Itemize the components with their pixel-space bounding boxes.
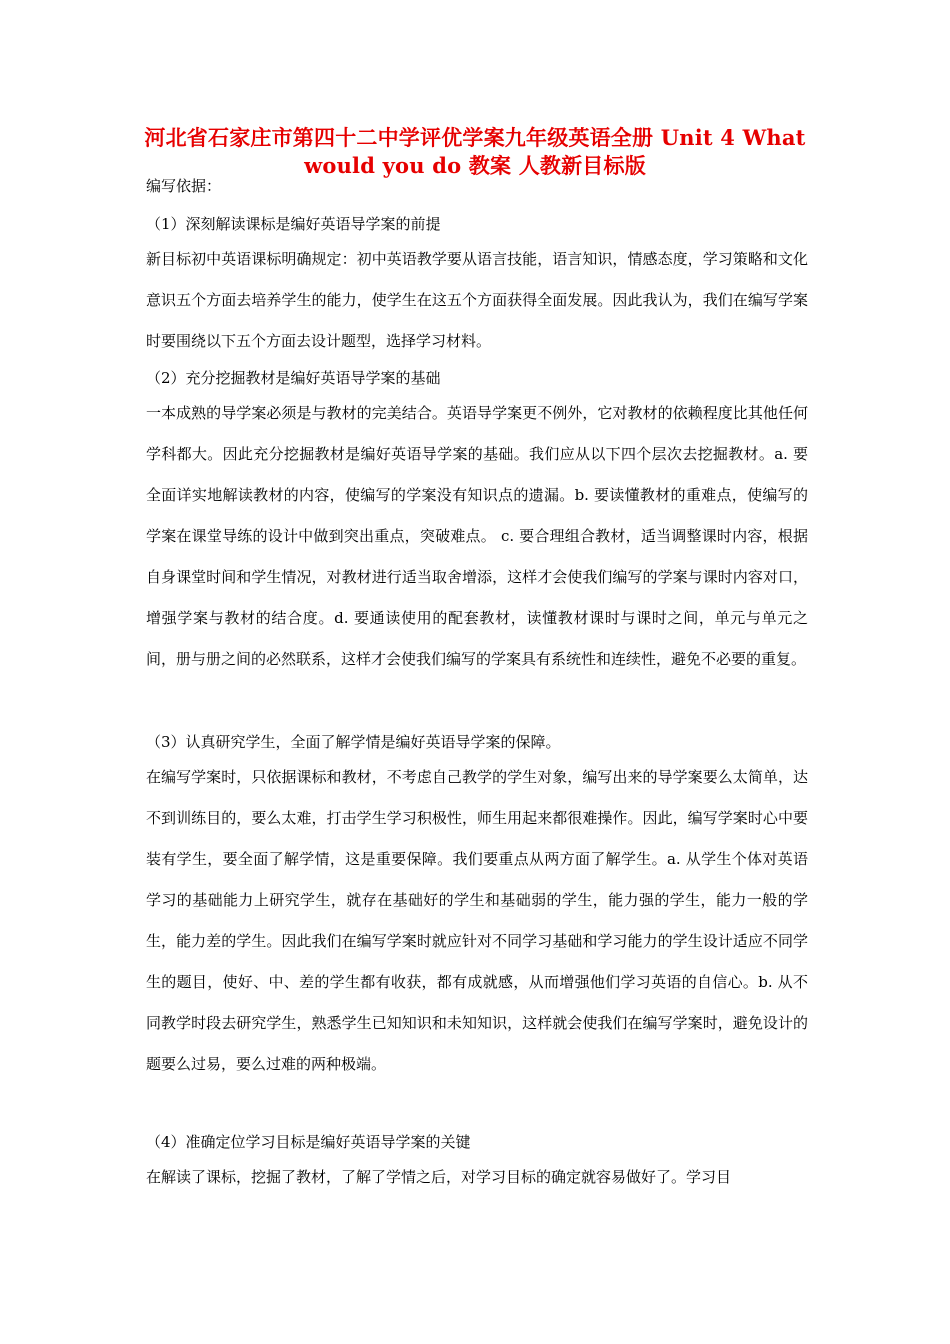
document-title: 河北省石家庄市第四十二中学评优学案九年级英语全册 Unit 4 What would you do 教案 人教新目标版 bbox=[144, 125, 806, 178]
section-paragraph-1: 新目标初中英语课标明确规定：初中英语教学要从语言技能，语言知识，情感态度，学习策略和文化意识五个方面去培养学生的能力，使学生在这五个方面获得全面发展。因此我认为，我们在编写学案时要围绕以下五个方面去设计题型，选择学习材料。 bbox=[146, 250, 808, 350]
intro-label: 编写依据： bbox=[146, 177, 222, 195]
section-heading-4: （4）准确定位学习目标是编好英语导学案的关键 bbox=[146, 1133, 471, 1151]
section-paragraph-3: 在编写学案时，只依据课标和教材，不考虑自己教学的学生对象，编写出来的导学案要么太简单，达不到训练目的，要么太难，打击学生学习积极性，师生用起来都很难操作。因此，编写学案时心中要装有学生，要全面了解学情，这是重要保障。我们要重点从两方面了解学生。a. 从学生个体对英语学习的基础能力上研究学生，就存在基础好的学生和基础弱的学生，能力强的学生，能力一般的学生，能力差的学生。因此我们在编写学案时就应针对不同学习基础和学习能力的学生设计适应不同学生的题目，使好、中、差的学生都有收获，都有成就感，从而增强他们学习英语的自信心。b. 从不同教学时段去研究学生，熟悉学生已知知识和未知知识，这样就会使我们在编写学案时，避免设计的题要么过易，要么过难的两种极端。 bbox=[146, 768, 808, 1073]
section-heading-2: （2）充分挖掘教材是编好英语导学案的基础 bbox=[146, 369, 441, 387]
section-heading-1: （1）深刻解读课标是编好英语导学案的前提 bbox=[146, 215, 441, 233]
section-paragraph-2: 一本成熟的导学案必须是与教材的完美结合。英语导学案更不例外，它对教材的依赖程度比其他任何学科都大。因此充分挖掘教材是编好英语导学案的基础。我们应从以下四个层次去挖掘教材。a. 要全面详实地解读教材的内容，使编写的学案没有知识点的遗漏。b. 要读懂教材的重难点，使编写的学案在课堂导练的设计中做到突出重点，突破难点。 c. 要合理组合教材，适当调整课时内容，根据自身课堂时间和学生情况，对教材进行适当取舍增添，这样才会使我们编写的学案与课时内容对口，增强学案与教材的结合度。d. 要通读使用的配套教材，读懂教材课时与课时之间，单元与单元之间，册与册之间的必然联系，这样才会使我们编写的学案具有系统性和连续性，避免不必要的重复。 bbox=[146, 404, 808, 668]
section-paragraph-4: 在解读了课标，挖掘了教材，了解了学情之后，对学习目标的确定就容易做好了。学习目 bbox=[146, 1168, 732, 1186]
section-heading-3: （3）认真研究学生，全面了解学情是编好英语导学案的保障。 bbox=[146, 733, 561, 751]
